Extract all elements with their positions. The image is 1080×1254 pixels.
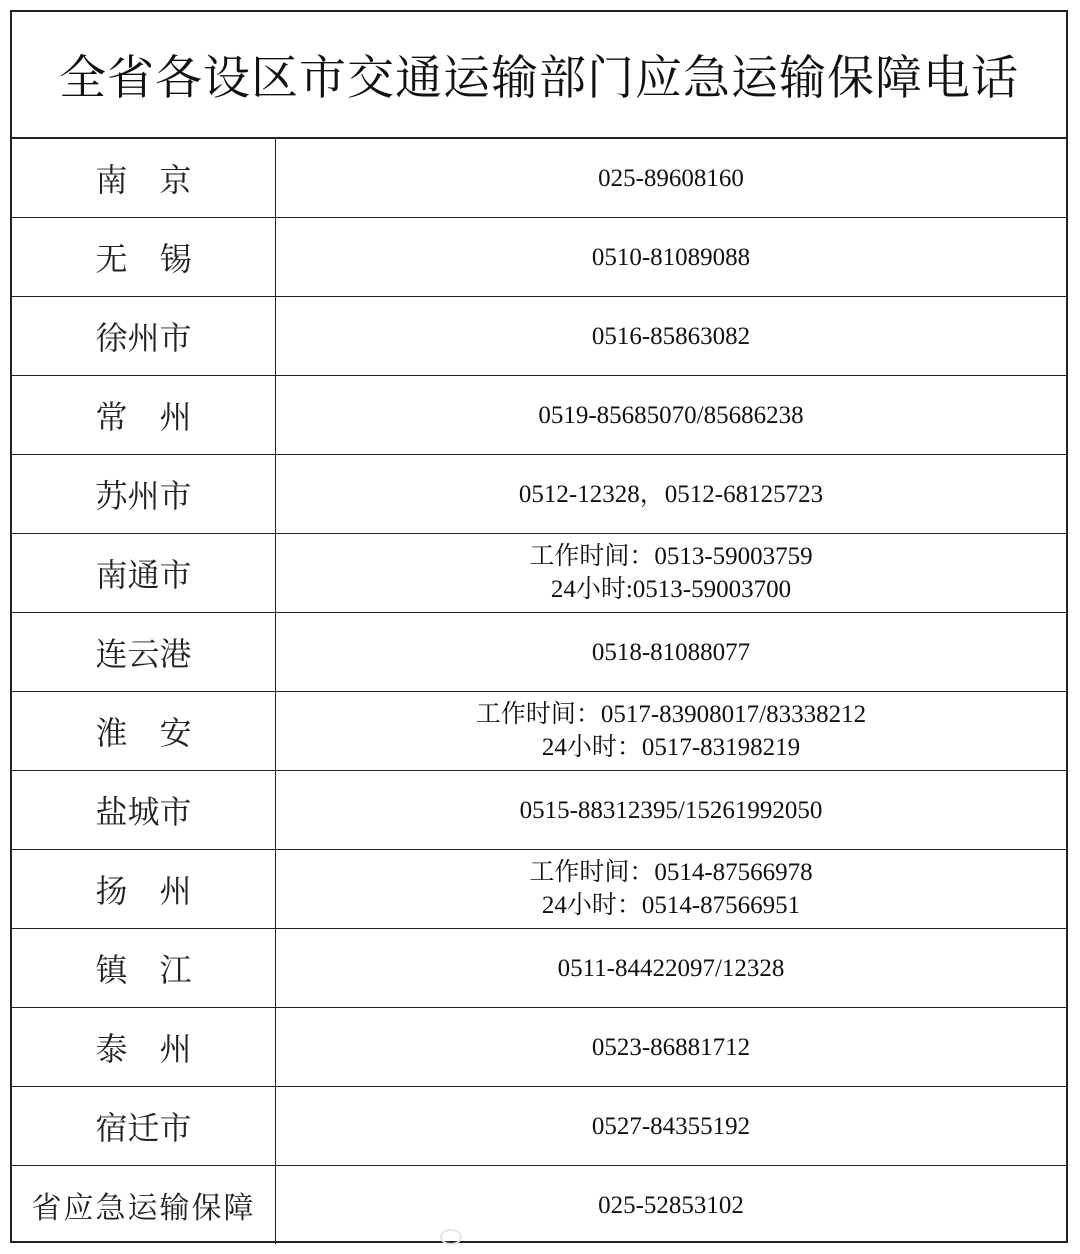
phone-number: 0523-86881712 <box>591 1033 751 1061</box>
table-row <box>12 534 1066 613</box>
phone-number: 工作时间：0514-87566978 <box>529 859 813 886</box>
phone-cell <box>276 455 1066 533</box>
table-row <box>12 218 1066 297</box>
phone-cell <box>276 1166 1066 1244</box>
phone-number: 0512-12328，0512-68125723 <box>518 480 824 508</box>
phone-cell <box>276 218 1066 296</box>
city-name: 徐州市 <box>12 297 276 375</box>
table-row <box>12 376 1066 455</box>
phone-cell <box>276 692 1066 770</box>
phone-number: 0527-84355192 <box>591 1112 751 1140</box>
phone-cell <box>276 376 1066 454</box>
city-name: 宿迁市 <box>12 1087 276 1165</box>
phone-cell <box>276 613 1066 691</box>
table-row <box>12 297 1066 376</box>
table-row <box>12 139 1066 218</box>
phone-cell <box>276 771 1066 849</box>
phone-cell <box>276 297 1066 375</box>
phone-cell <box>276 929 1066 1007</box>
city-name: 南 京 <box>12 139 276 217</box>
table-row <box>12 1008 1066 1087</box>
table-row <box>12 1087 1066 1166</box>
table-title-row <box>12 12 1066 139</box>
table-row <box>12 692 1066 771</box>
table-row <box>12 771 1066 850</box>
table-row <box>12 929 1066 1008</box>
phone-cell <box>276 850 1066 928</box>
table-row <box>12 455 1066 534</box>
table-row <box>12 613 1066 692</box>
phone-number: 24小时：0514-87566951 <box>541 892 801 919</box>
phone-number: 工作时间：0517-83908017/83338212 <box>475 701 867 728</box>
phone-number: 工作时间：0513-59003759 <box>529 543 813 570</box>
phone-number: 0516-85863082 <box>591 322 751 350</box>
phone-table <box>10 10 1068 1243</box>
city-name: 盐城市 <box>12 771 276 849</box>
phone-number: 0510-81089088 <box>591 243 751 271</box>
phone-number: 025-89608160 <box>598 164 744 192</box>
city-name: 连云港 <box>12 613 276 691</box>
phone-number: 24小时：0517-83198219 <box>541 734 801 761</box>
table-row <box>12 1166 1066 1244</box>
phone-number: 025-52853102 <box>598 1191 744 1219</box>
city-name: 南通市 <box>12 534 276 612</box>
phone-cell <box>276 139 1066 217</box>
city-name: 省应急运输保障 <box>12 1166 276 1244</box>
table-title: 全省各设区市交通运输部门应急运输保障电话 <box>59 51 1019 106</box>
phone-cell <box>276 1087 1066 1165</box>
phone-number: 24小时:0513-59003700 <box>550 576 792 603</box>
phone-number: 0518-81088077 <box>591 638 751 666</box>
phone-cell <box>276 534 1066 612</box>
city-name: 常 州 <box>12 376 276 454</box>
table-body <box>12 139 1066 1244</box>
city-name: 无 锡 <box>12 218 276 296</box>
table-row <box>12 850 1066 929</box>
city-name: 扬 州 <box>12 850 276 928</box>
phone-cell <box>276 1008 1066 1086</box>
phone-number: 0515-88312395/15261992050 <box>519 796 823 824</box>
city-name: 泰 州 <box>12 1008 276 1086</box>
city-name: 淮 安 <box>12 692 276 770</box>
city-name: 镇 江 <box>12 929 276 1007</box>
phone-number: 0511-84422097/12328 <box>557 954 785 982</box>
phone-number: 0519-85685070/85686238 <box>538 401 804 429</box>
city-name: 苏州市 <box>12 455 276 533</box>
